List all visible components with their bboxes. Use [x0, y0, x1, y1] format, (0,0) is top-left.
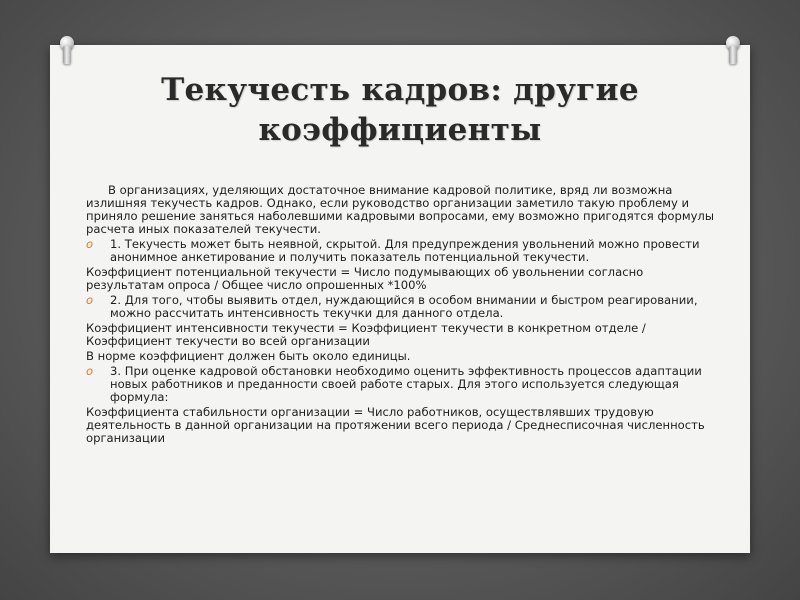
list-item: [86, 294, 718, 320]
formula-paragraph: Коэффициента стабильности организации = Число работников, осуществлявших трудовую деятельность в данной организации на протяжении всего периода / Среднесписочная численность организации: [86, 405, 705, 445]
slide-title-line1: Текучесть кадров: другие: [161, 72, 639, 108]
slide-title: [50, 70, 750, 150]
formula-paragraph: Коэффициент интенсивности текучести = Коэффициент текучести в конкретном отделе / Коэффициент текучести во всей организации: [86, 321, 646, 348]
slide-title-line2: коэффициенты: [258, 112, 542, 148]
bullet-icon: o: [86, 364, 94, 378]
list-item-text: 2. Для того, чтобы выявить отдел, нуждающийся в особом внимании и быстром реагировании, можно рассчитать интенсивность текучки для данного отдела.: [110, 293, 698, 320]
bullet-icon: o: [86, 237, 94, 251]
list-item: [86, 238, 718, 264]
list-item-text: 3. При оценке кадровой обстановки необходимо оценить эффективность процессов адаптации новых работников и преданности своей работе старых. Для этого используется следующая формула:: [110, 364, 702, 404]
pushpin-icon: [58, 36, 76, 66]
pushpin-icon: [724, 36, 742, 66]
slide-body: [86, 184, 718, 447]
bullet-icon: o: [86, 293, 94, 307]
list-item-text: 1. Текучесть может быть неявной, скрытой. Для предупреждения увольнений можно провести анонимное анкетирование и получить показатель потенциальной текучести.: [110, 237, 700, 264]
list-item: [86, 365, 718, 404]
norm-paragraph: В норме коэффициент должен быть около единицы.: [86, 349, 411, 363]
formula-paragraph: Коэффициент потенциальной текучести = Число подумывающих об увольнении согласно результатам опроса / Общее число опрошенных *100%: [86, 265, 644, 292]
intro-paragraph: В организациях, уделяющих достаточное внимание кадровой политике, вряд ли возможна излишняя текучесть кадров. Однако, если руководство организации заметило такую проблему и приняло решение заняться наболевшими кадровыми вопросами, ему возможно пригодятся формулы расчета иных показателей текучести.: [86, 183, 714, 236]
